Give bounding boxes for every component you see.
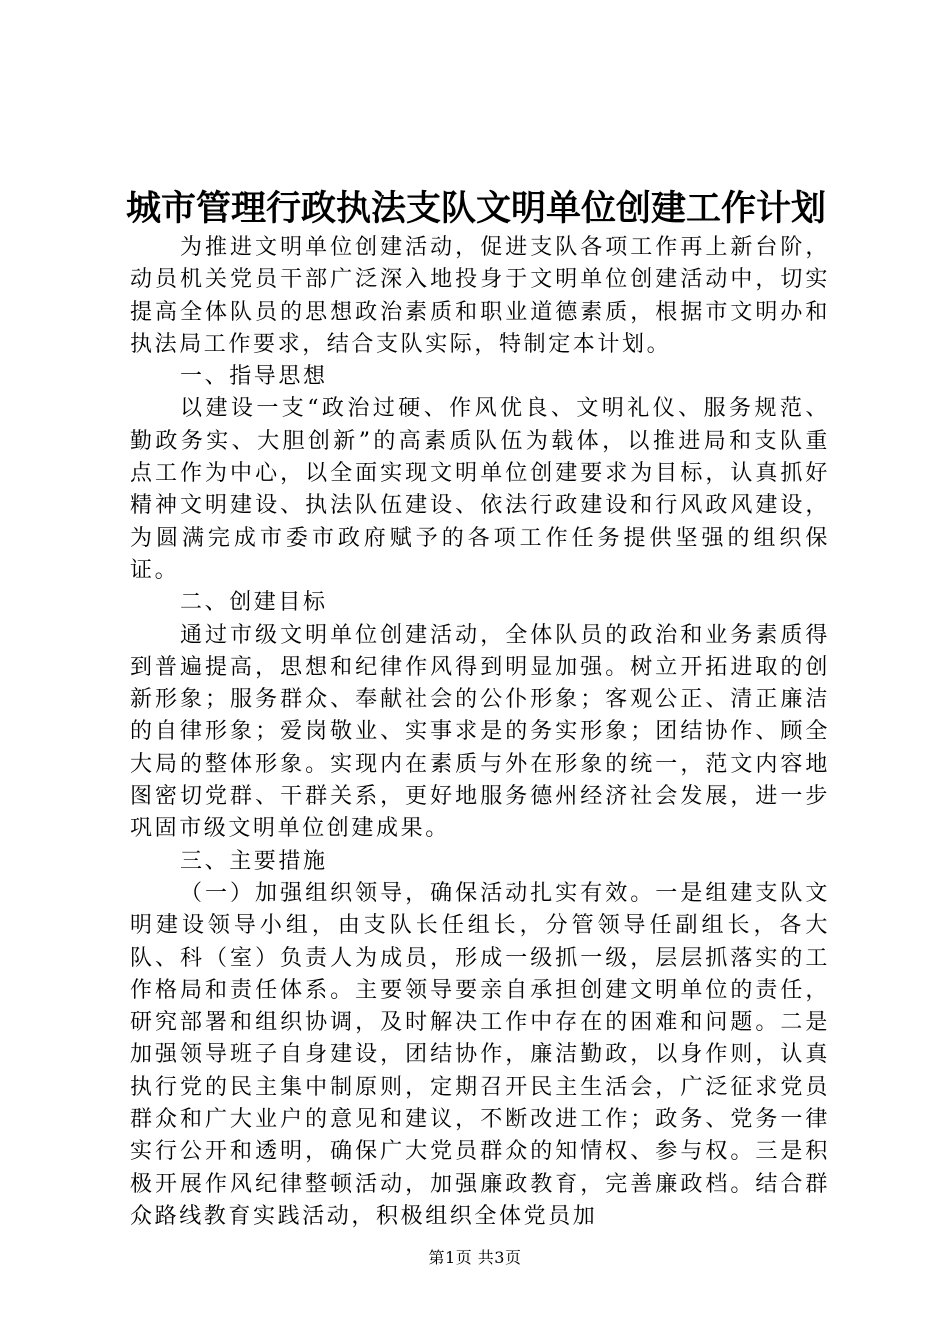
section-heading-goals: 二、创建目标 [180,590,328,616]
section-heading-measures: 三、主要措施 [180,848,328,874]
measures-paragraph: （一）加强组织领导，确保活动扎实有效。一是组建支队文明建设领导小组，由支队长任组长，分管领导任副组长，各大队、科（室）负责人为成员，形成一级抓一级，层层抓落实的工作格局和责任体系。主要领导要亲自承担创建文明单位的责任，研究部署和组织协调，及时解决工作中存在的困难和问题。二是加强领导班子自身建设，团结协作，廉洁勤政，以身作则，认真执行党的民主集中制原则，定期召开民主生活会，广泛征求党员群众和广大业户的意见和建议，不断改进工作；政务、党务一律实行公开和透明，确保广大党员群众的知情权、参与权。三是积极开展作风纪律整顿活动，加强廉政教育，完善廉政档。结合群众路线教育实践活动，积极组织全体党员加 [130,880,830,1229]
section-heading-guiding-ideology: 一、指导思想 [180,364,328,390]
page-footer: 第1页 共3页 [428,1248,522,1267]
intro-paragraph: 为推进文明单位创建活动，促进支队各项工作再上新台阶，动员机关党员干部广泛深入地投身于文明单位创建活动中，切实提高全体队员的思想政治素质和职业道德素质，根据市文明办和执法局工作要求，结合支队实际，特制定本计划。 [130,235,830,357]
goals-paragraph: 通过市级文明单位创建活动，全体队员的政治和业务素质得到普遍提高，思想和纪律作风得到明显加强。树立开拓进取的创新形象；服务群众、奉献社会的公仆形象；客观公正、清正廉洁的自律形象；爱岗敬业、实事求是的务实形象；团结协作、顾全大局的整体形象。实现内在素质与外在形象的统一，范文内容地图密切党群、干群关系，更好地服务德州经济社会发展，进一步巩固市级文明单位创建成果。 [130,622,830,842]
guiding-ideology-paragraph: 以建设一支“政治过硬、作风优良、文明礼仪、服务规范、勤政务实、大胆创新”的高素质队伍为载体，以推进局和支队重点工作为中心，以全面实现文明单位创建要求为目标，认真抓好精神文明建设、执法队伍建设、依法行政建设和行风政风建设，为圆满完成市委市政府赋予的各项工作任务提供坚强的组织保证。 [130,396,830,583]
document-body [130,232,830,1233]
document-title: 城市管理行政执法支队文明单位创建工作计划 [126,188,827,229]
